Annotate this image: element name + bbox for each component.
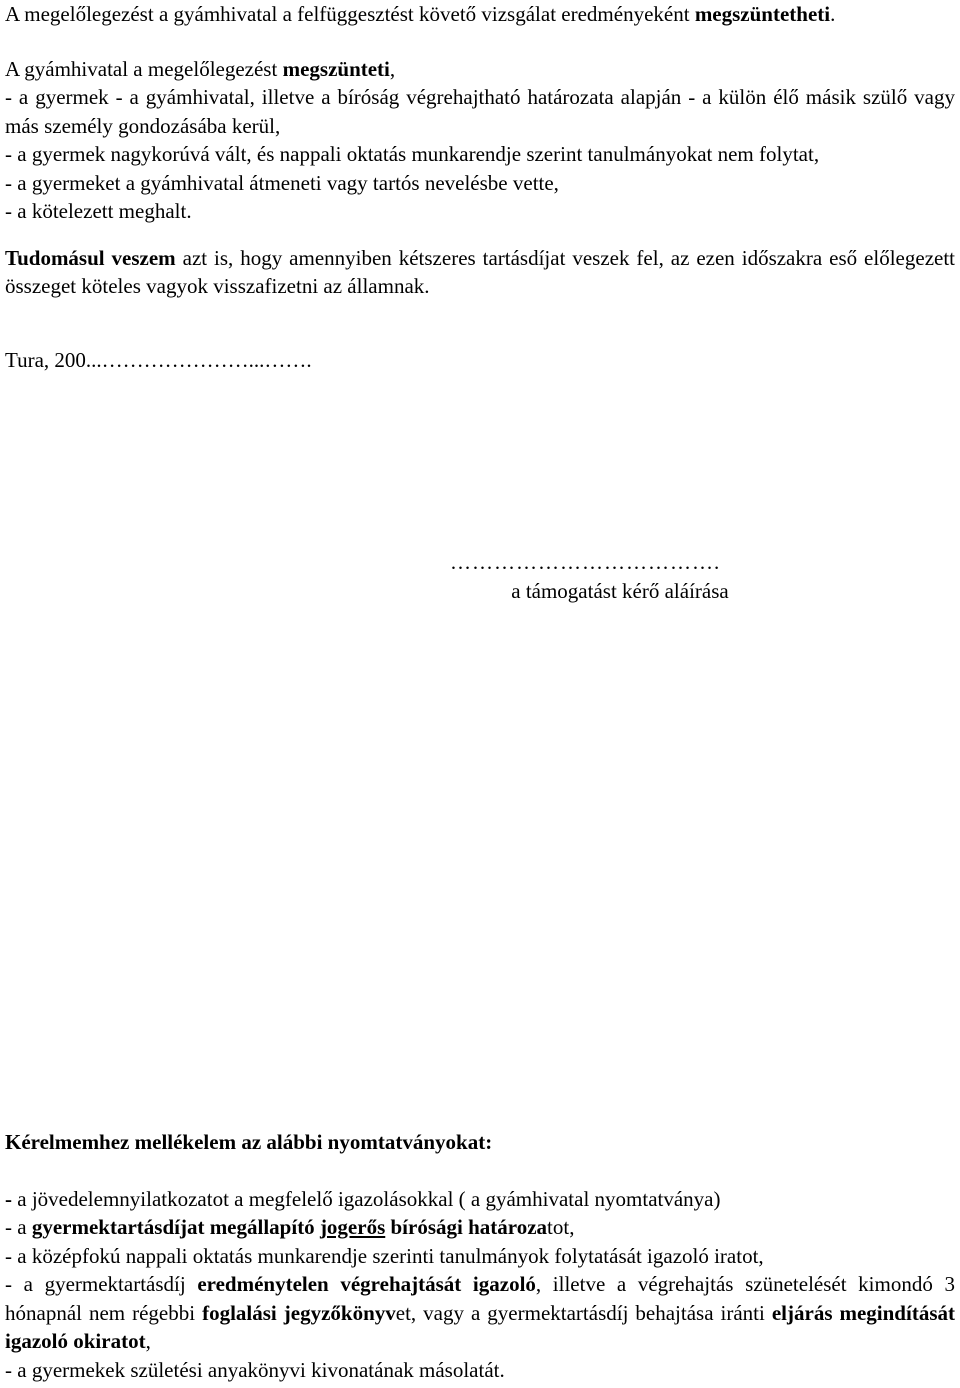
- attachment-item-enforcement: [5, 1270, 955, 1356]
- attachment-bold: eljárás megindítását igazoló okiratot: [5, 1300, 955, 1353]
- termination-item: - a gyermek - a gyámhivatal, illetve a bíróság végrehajtható határozata alapján - a külön élő másik szülő vagy más személy gondozásába kerül,: [5, 85, 955, 138]
- signature-block: [450, 548, 790, 605]
- attachment-text: - a: [5, 1215, 32, 1239]
- acknowledgement-text: azt is, hogy amennyiben kétszeres tartásdíjat veszek fel, az ezen időszakra eső előlegezett összeget köteles vagyok visszafizetni az államnak.: [5, 245, 956, 298]
- attachment-item-studies: - a középfokú nappali oktatás munkarendje szerinti tanulmányok folytatását igazoló iratot,: [5, 1243, 764, 1268]
- signature-label: a támogatást kérő aláírása: [511, 578, 729, 603]
- suspension-paragraph: [5, 0, 955, 29]
- termination-lead-text: A gyámhivatal a megelőlegezést: [5, 56, 283, 81]
- acknowledgement-bold: Tudomásul veszem: [5, 245, 176, 270]
- attachment-text: ,: [145, 1329, 151, 1353]
- acknowledgement-paragraph: [5, 244, 955, 301]
- attachment-item-court-decision: [5, 1213, 955, 1242]
- document-page: [5, 0, 955, 374]
- intro-text: A megelőlegezést a gyámhivatal a felfüggesztést követő vizsgálat eredményeként: [5, 2, 695, 26]
- attachment-text: a jövedelemnyilatkozatot a megfelelő igazolásokkal ( a gyámhivatal nyomtatványa): [12, 1186, 721, 1211]
- attachment-text: tot,: [547, 1215, 575, 1239]
- termination-item: - a gyermeket a gyámhivatal átmeneti vagy tartós nevelésbe vette,: [5, 170, 559, 195]
- place-date-line: Tura, 200...…………………...…….: [5, 347, 312, 372]
- attachments-title: Kérelmemhez mellékelem az alábbi nyomtatványokat:: [5, 1130, 493, 1154]
- attachment-bold: eredménytelen végrehajtását igazoló: [197, 1272, 536, 1296]
- attachment-text: et, vagy a gyermektartásdíj behajtása iránti: [395, 1300, 772, 1325]
- attachment-dash: -: [5, 1186, 12, 1211]
- attachment-text: - a gyermektartásdíj: [5, 1272, 198, 1296]
- signature-dotted-line: ……………………………….: [450, 550, 721, 574]
- termination-item: - a kötelezett meghalt.: [5, 199, 192, 223]
- intro-end: .: [830, 2, 836, 26]
- attachment-underlined: jogerős: [319, 1215, 386, 1239]
- attachment-text: , illetve a végrehajtás szünetelését kimondó 3 hónapnál nem régebbi: [5, 1272, 955, 1325]
- attachment-bold: bírósági határoza: [385, 1215, 548, 1239]
- termination-lead-bold: megszünteti: [282, 56, 390, 81]
- attachments-section: [5, 1128, 955, 1384]
- attachment-bold: gyermektartásdíjat megállapító: [31, 1215, 320, 1239]
- attachment-item-birth-certificate: - a gyermekek születési anyakönyvi kivonatának másolatát.: [5, 1357, 505, 1382]
- intro-bold: megszüntetheti: [694, 2, 831, 26]
- termination-lead: [5, 55, 955, 84]
- termination-item: - a gyermek nagykorúvá vált, és nappali oktatás munkarendje szerint tanulmányokat nem folytat,: [5, 142, 820, 166]
- attachment-bold: foglalási jegyzőkönyv: [202, 1300, 396, 1325]
- attachment-item-income: [5, 1185, 955, 1214]
- termination-lead-end: ,: [389, 56, 396, 81]
